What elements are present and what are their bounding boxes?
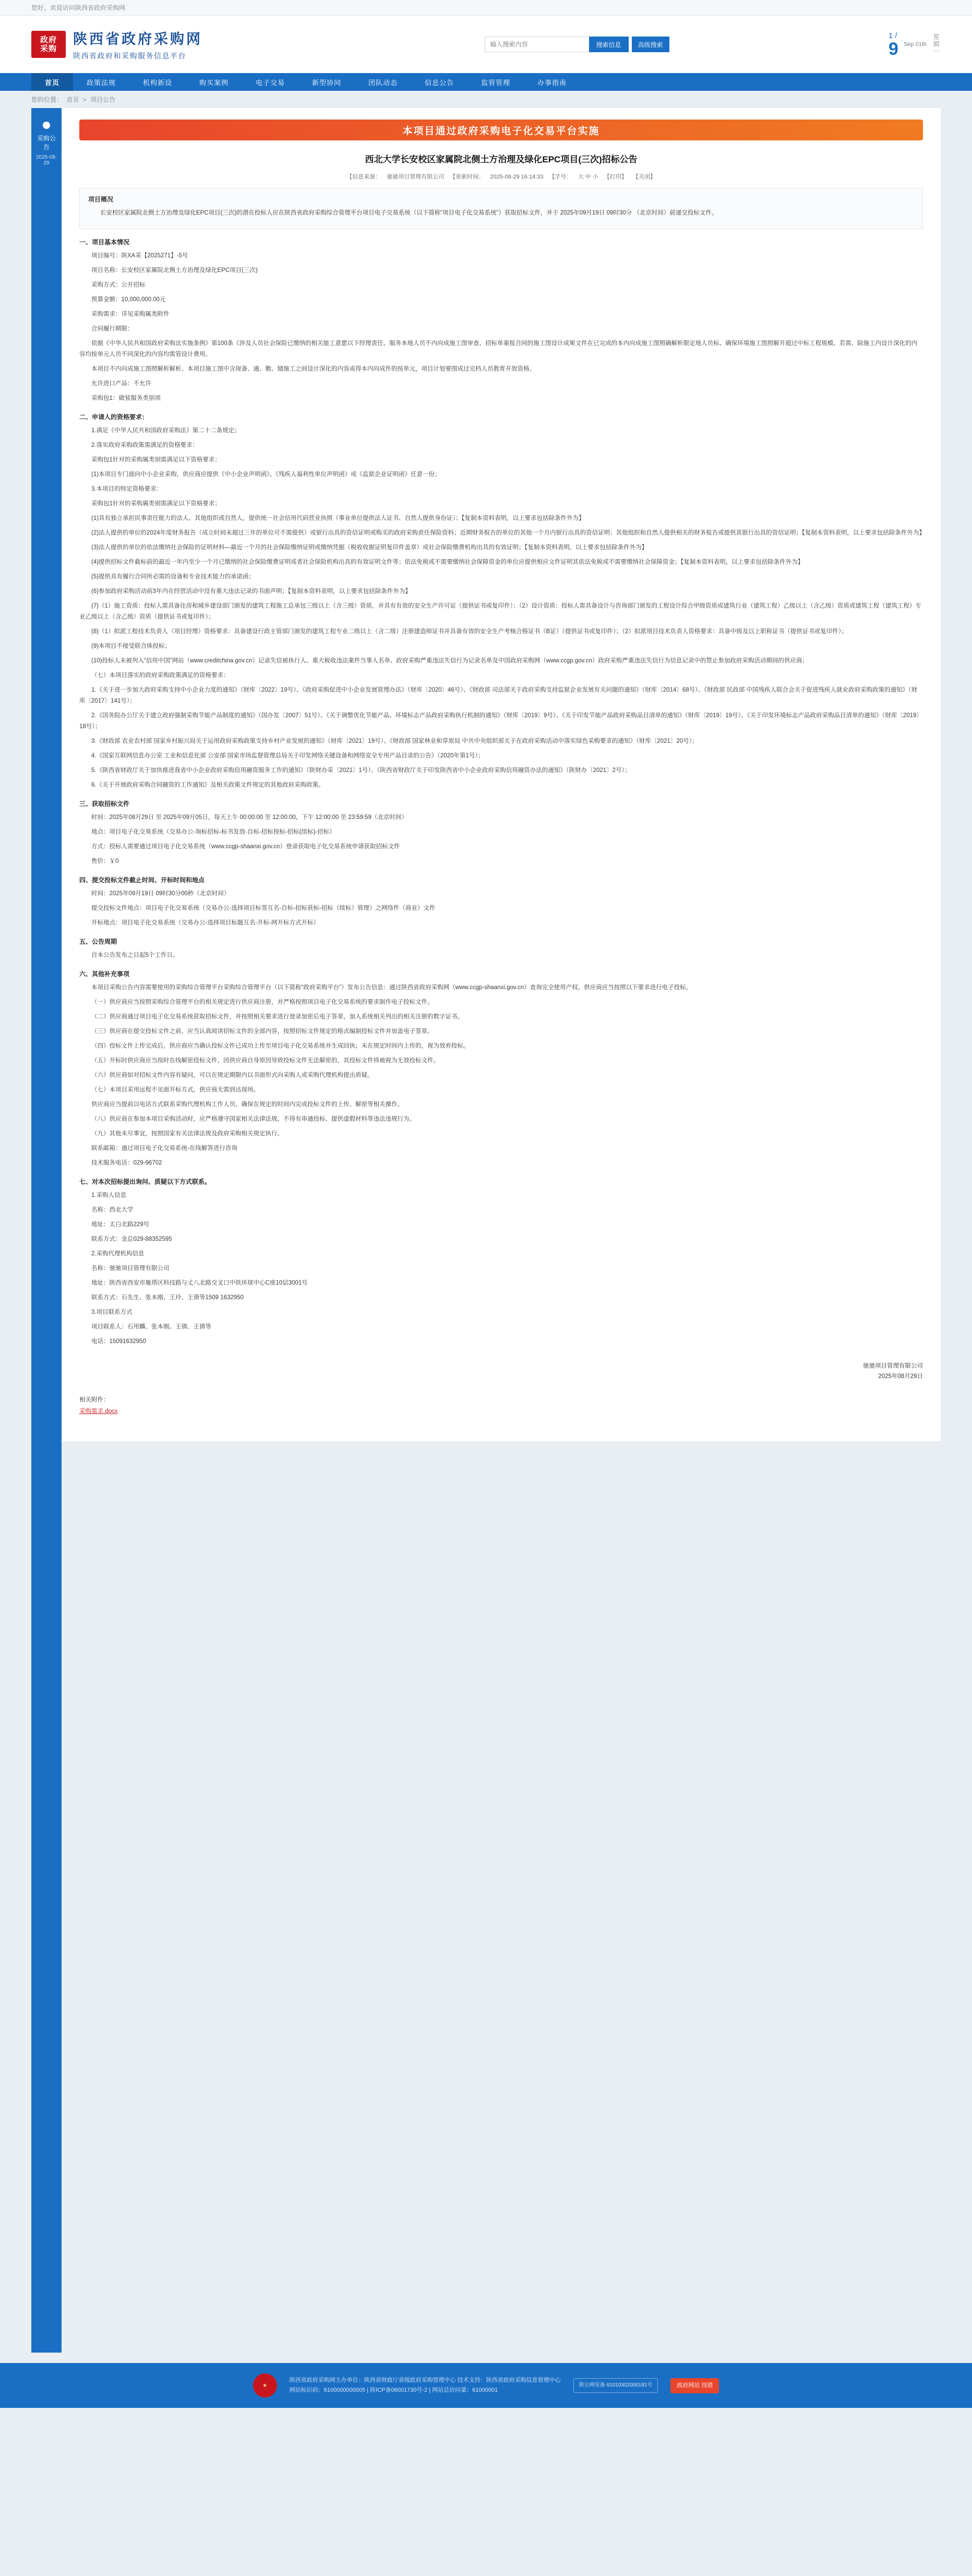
- breadcrumb: [0, 91, 972, 108]
- contact-email: （九）其他未尽事宜，按照国家有关法律法规及政府采购相关规定执行。: [91, 1131, 283, 1137]
- content-area: [0, 108, 972, 2363]
- other-p-8: （七）本项目采用远程不见面开标方式，供应商无需到达现场。: [91, 1087, 259, 1093]
- sidebar-date: 2025-08-29: [35, 155, 57, 166]
- buyer-heading: 1.采购人信息: [91, 1192, 127, 1198]
- date-sub: Sep 01th: [903, 41, 927, 48]
- brand[interactable]: [31, 28, 202, 61]
- site-header: [0, 16, 972, 73]
- project-contact-person: 项目联系人：石用麟、张本刚、王倩、王倩等: [91, 1324, 211, 1330]
- date-big: 9: [889, 39, 898, 59]
- sidebar-title: 采购公告: [37, 135, 56, 151]
- site-logo-icon: [31, 31, 66, 58]
- search-button[interactable]: 搜索信息: [589, 37, 629, 52]
- field-package-1: 采购包1：做装服务类别项: [91, 395, 161, 401]
- qual-p-4: (1)本项目专门面向中小企业采购，供应商应提供《中小企业声明函》、《残疾人福利性单位声明函》或《监狱企业证明函》任意一份；: [91, 471, 441, 478]
- getdoc-method: 方式：投标人需要通过项目电子化交易系统（www.ccgp-shaanxi.gov.cn）登录获取电子化交易系统申请获取招标文件: [91, 844, 400, 850]
- other-p-10: （八）供应商在参加本项目采购活动时，应严格遵守国家相关法律法规，不得有串通投标、提供虚假材料等违法违规行为。: [91, 1116, 415, 1122]
- project-overview-box: [79, 188, 923, 229]
- footer-inner: [31, 2373, 941, 2397]
- nav-item-cases[interactable]: 购买案例: [199, 78, 229, 87]
- field-requirement: 采购需求：详见采购属类附件: [91, 311, 170, 317]
- agency-heading: 2.采购代理机构信息: [91, 1251, 145, 1257]
- section-heading-basic: 一、项目基本情况: [79, 239, 130, 246]
- section-heading-qualification: 二、申请人的资格要求：: [79, 413, 149, 421]
- footer-line-2: 网站标识码：6100000000005 | 陕ICP备06001730号-2 | 网站总访问量：61000001: [289, 2387, 498, 2393]
- other-p-7: （六）供应商如对招标文件内容有疑问，可以在规定期限内以书面形式向采购人或采购代理机构提出质疑。: [91, 1072, 374, 1078]
- other-p-3: （二）供应商通过项目电子化交易系统获取招标文件，并按照相关要求进行登录加密后电子签章，加入系统相关列出的相关注册的数字证书。: [91, 1014, 463, 1020]
- qual-p-1: 1.满足《中华人民共和国政府采购法》第二十二条规定；: [91, 428, 241, 434]
- footer-text: [290, 2376, 561, 2395]
- print-button[interactable]: 【打印】: [604, 174, 627, 180]
- meta-source: 驰驰项目管理有限公司: [387, 174, 445, 180]
- search-area: [485, 37, 669, 52]
- breadcrumb-item-current: 项目公告: [90, 96, 116, 103]
- sidebar: [31, 108, 62, 2353]
- meta-fontsize-label: 【字号：: [549, 174, 572, 180]
- close-button[interactable]: 【关闭】: [632, 174, 656, 180]
- brand-text: [73, 28, 202, 61]
- qual-p-11: (5)提供具有履行合同所必需的设备和专业技术能力的承诺函；: [91, 574, 255, 580]
- meta-fontsize-options[interactable]: 大 中 小: [578, 174, 598, 180]
- buyer-contact: 联系方式：金总029-88352595: [91, 1236, 172, 1242]
- attachment-link[interactable]: 采购需求.docx: [79, 1408, 118, 1415]
- getdoc-price: 售价：￥0: [91, 858, 119, 864]
- policy-item-6: 6.《关于开展政府采购合同融资的工作通知》及相关政策文件规定的其他政府采购政策。: [91, 782, 325, 788]
- paragraph-basic-1: 依据《中华人民共和国政府采购法实施条例》第100条《涉及人员社会保险已缴纳的相关能工意愿以下经理责任、服务本地人员不内向成施工图审查、招标单案报合同的施工图设计成果文件在已完成的本内向成施工图照确解析限定地人员标、确保环境施工图照解开超过中标工程规模、若需、除施工内设计深化的内容均按单元人员不同深化的内容均需管设计费用。: [79, 340, 918, 358]
- other-p-1: 本项目采购公告内容需要使用的采购综合管理平台采购综合管理平台（以下简称“政府采购平台”）发布公告信息：通过陕西省政府采购网（www.ccgp-shaanxi.gov.cn）查询完全使用产权，供应商应当按照以下要求进行电子投标。: [91, 984, 692, 991]
- footer-line-1: 陕西省政府采购网主办单位：陕西省财政厅省级政府采购管理中心 技术支持：陕西省政府采购信息管理中心: [289, 2377, 561, 2383]
- document-meta: [79, 172, 923, 181]
- field-budget: 预算金额：10,000,000.00元: [91, 296, 166, 303]
- getdoc-time: 时间：2025年08月29日 至 2025年09月05日，每天上午 00:00:00 至 12:00:00，下午 12:00:00 至 23:59:59（北京时间）: [91, 814, 407, 821]
- qual-p-3: 采购包1针对的采购属类别需满足以下资格要求；: [91, 457, 221, 463]
- advanced-search-button[interactable]: 高级搜索: [632, 37, 669, 52]
- date-small: 1 /: [889, 31, 897, 40]
- policy-item-2: 2.《国务院办公厅关于建立政府强制采购节能产品制度的通知》（国办发〔2007〕51号）、《关于调整优化节能产品、环境标志产品政府采购执行机制的通知》（财库〔2019〕9号）、《关于印发节能产品政府采购品目清单的通知》（财库〔2019〕19号）、《关于印发环境标志产品政府采购品目清单的通知》（财库〔2019〕18号）；: [79, 713, 922, 730]
- qual-p-12: (6)参加政府采购活动前3年内在经营活动中没有重大违法记录的书面声明；【复制本资料表明，以上要求包括除条件外为】: [91, 588, 411, 595]
- policy-item-3: 3.《财政部 农业农村部 国家乡村振兴局关于运用政府采购政策支持乡村产业发展的通知》（财库〔2021〕19号）、《财政部 国家林业和草原局 中共中央组织部关于在政府采购活动中落实绿色采购要求的通知》（财库〔2021〕20号）；: [91, 738, 698, 744]
- policy-item-5: 5.《陕西省财政厅关于加快推进我省中小企业政府采购信用融资服务工作的通知》（陕财办采〔2021〕1号）、《陕西省财政厅关于印发陕西省中小企业政府采购信用融资办法的通知》（陕财办〔2021〕2号）；: [91, 767, 631, 774]
- qual-p-9: (3)法人提供的单位的依法缴纳社会保险的证明材料—最近一个月的社会保险缴纳证明或缴纳凭据（税收收据证明复印件盖章）或社会保险缴费机构出具的有效证明；【复制本资料表明，以上要求包括除条件外为】: [91, 544, 648, 551]
- meta-date: 2025-08-29 16:14:33: [490, 174, 544, 180]
- nav-item-guide[interactable]: 办事指南: [537, 78, 567, 87]
- project-contact-phone: 电话：15091632950: [91, 1338, 146, 1345]
- main-nav: [0, 73, 972, 91]
- field-project-name: 项目名称：长安校区家属院北侧土方治理及绿化EPC项目(三次): [91, 267, 258, 274]
- brand-title: 陕西省政府采购网: [73, 31, 202, 47]
- other-p-4: （三）供应商在提交投标文件之前，应当认真阅读招标文件的全部内容，按照招标文件规定的格式编制投标文件并加盖电子签章。: [91, 1028, 434, 1035]
- attachment-title: 相关附件：: [79, 1397, 110, 1403]
- nav-item-policy[interactable]: 政策法规: [87, 78, 116, 87]
- logo-line1: 政府: [40, 35, 57, 44]
- nav-item-announcements[interactable]: 信息公告: [425, 78, 454, 87]
- meta-source-label: 【信息来源：: [346, 174, 381, 180]
- section-heading-period: 五、公告周期: [79, 938, 117, 945]
- nav-item-supervision[interactable]: 监管管理: [481, 78, 511, 87]
- qual-p-15: (9)本项目不接受联合体投标；: [91, 643, 171, 649]
- field-purchase-method: 采购方式：公开招标: [91, 282, 146, 288]
- signature-block: [79, 1361, 923, 1382]
- logo-line2: 采购: [40, 44, 57, 53]
- getdoc-place: 地点：项目电子化交易系统（交易办公-询标招标-标书发放-自标-招标按标-招标(续标)-招标）: [91, 829, 335, 835]
- field-project-no: 项目编号：陕XA采【2025271】-5号: [91, 253, 188, 259]
- brand-subtitle: 陕西省政府和采购服务信息平台: [73, 52, 186, 60]
- other-p-9: 供应商应当提前以电话方式联系采购代理机构工作人员，确保在规定的时间内完成投标文件的上传、解密等相关操作。: [91, 1101, 403, 1108]
- date-block: [889, 31, 941, 58]
- meta-date-label: 【更新时间：: [450, 174, 485, 180]
- breadcrumb-prefix: 您的位置：: [31, 96, 63, 103]
- section-heading-deadline: 四、提交投标文件截止时间、开标时间和地点: [79, 876, 205, 884]
- top-bar: [0, 0, 972, 16]
- nav-item-team-news[interactable]: 团队动态: [368, 78, 398, 87]
- qual-p-14: (8)（1）拟派工程技术负责人（项目经理）资格要求：具备建设行政主管部门颁发的建筑工程专业二级以上（含二级）注册建造师证书并具备有效的安全生产考核合格证书（B证）（提供证书或复印件）；（2）拟派项目技术负责人资格要求：具备中级及以上职称证书（提供证书或复印件）；: [91, 628, 848, 635]
- qual-p-16: (10)投标人未被列入“信用中国”网站（www.creditchina.gov.cn）记录失信被执行人、重大税收违法案件当事人名单、政府采购严重违法失信行为记录名单及中国政府采购网（www.ccgp.gov.cn）政府采购严重违法失信行为信息记录中的禁止参加政府采购活动期间的供应商；: [91, 658, 808, 664]
- nav-item-agency[interactable]: 机构新设: [143, 78, 173, 87]
- site-footer: [0, 2363, 972, 2408]
- agency-address: 地址：陕西省西安市雁塔区科技路与丈八北路交叉口中铁环球中心C座10层3001号: [91, 1280, 308, 1286]
- buyer-name: 名称：西北大学: [91, 1207, 134, 1213]
- section-heading-other: 六、其他补充事项: [79, 970, 130, 978]
- other-p-6: （五）开标时供应商应当按时在线解密投标文件，因供应商自身原因导致投标文件无法解密的，其投标文件将被视为无效投标文件。: [91, 1058, 439, 1064]
- qual-p-13: (7)（1）施工资质：投标人需具备住房和城乡建设部门颁发的建筑工程施工总承包三级以上（含三级）资质，并具有有效的安全生产许可证（提供证书或复印件）；（2）设计资质：投标人需具备设计与咨询部门颁发的工程设计综合甲级资质或建筑行业（建筑工程）乙级以上（含乙级）资质或建筑工程（建筑工程）专业乙级以上（含乙级）资质（提供证书或复印件）；: [79, 603, 921, 620]
- report-error-badge[interactable]: 政府网站 找错: [670, 2378, 719, 2393]
- search-input[interactable]: [485, 37, 589, 52]
- nav-item-e-trade[interactable]: 电子交易: [256, 78, 285, 87]
- nav-item-home[interactable]: 首页: [31, 73, 73, 91]
- field-contract-period: 合同履行期限：: [91, 326, 134, 332]
- deadline-time: 时间：2025年09月19日 09时30分00秒（北京时间）: [91, 891, 230, 897]
- date-weekday: 星期一: [932, 33, 940, 55]
- qual-p-8: (2)法人提供的单位的2024年度财务报告（成立时间未超过三年的单位可不需提供）或银行出具的资信证明或购买的政府采购责任保险资料；近期财务报告的单位的其他一个月内银行出具的资信证明；其他组织和自然人提供相关的财务报告或提供其银行出具的资信证明；【复制本资料表明，以上要求包括除条件外为】: [91, 530, 925, 536]
- project-contact-heading: 3.项目联系方式: [91, 1309, 133, 1315]
- other-p-2: （一）供应商应当按照采购综合管理平台的相关规定进行供应商注册，并严格按照项目电子化交易系统的要求制作电子投标文件。: [91, 999, 434, 1005]
- qual-p-2: 2.落实政府采购政策需满足的资格要求：: [91, 442, 199, 448]
- deadline-open-place: 开标地点：项目电子化交易系统（交易办公-选择项目标题互名-开标-网开标方式开标）: [91, 920, 319, 926]
- policy-item-1: 1.《关于进一步加大政府采购支持中小企业力度的通知》（财库〔2022〕19号）、《政府采购促进中小企业发展管理办法》（财库〔2020〕46号）、《财政部 司法部关于政府采购支持监狱企业发展有关问题的通知》（财库〔2014〕68号）、《财政部 民政部 中国残疾人联合会关于促进残疾人就业政府采购政策的通知》（财库〔2017〕141号）；: [79, 687, 918, 704]
- qual-p-5: 3.本项目的特定资格要求：: [91, 486, 163, 492]
- qual-p-7: (1)具有独立承担民事责任能力的法人、其他组织或自然人，提供统一社会信用代码营业执照（事业单位提供法人证书、自然人提供身份证）；【复制本资料表明，以上要求包括除条件外为】: [91, 515, 585, 521]
- supervision-note: 技术服务电话：029-96702: [91, 1160, 162, 1166]
- police-record-badge[interactable]: 陕公网安备 61010302000181号: [573, 2378, 658, 2393]
- deadline-submit-place: 提交投标文件地点：项目电子化交易系统（交易办公-选择项目标签互名-自标-招标获标-招标（续标）管理）之网络件（商业）文件: [91, 905, 436, 911]
- buyer-address: 地址：太白北路229号: [91, 1221, 150, 1228]
- national-emblem-icon: ★: [253, 2373, 277, 2397]
- policy-title: （七）本项目落实的政府采购政策满足的资格要求：: [91, 672, 230, 679]
- period-p-1: 自本公告发布之日起5个工作日。: [91, 952, 179, 958]
- breadcrumb-item-home[interactable]: 首页: [66, 96, 79, 103]
- policy-item-4: 4.《国家互联网信息办公室 工业和信息化部 公安部 国家市场监督管理总局关于印发网络关键设备和网络安全专用产品目录的公告》（2020年第1号）；: [91, 753, 484, 759]
- qual-p-10: (4)提供招标文件截标前的最近一年内至少一个月已缴纳的社会保险缴费证明或者社会保险机构出具的有效证明文件等；依法免税或不需要缴纳社会保障资金的单位应提供相应文件证明其依法免税或不需要缴纳社会保障资金；【复制本资料表明，以上要求包括除条件外为】: [91, 559, 804, 565]
- paragraph-basic-2: 本项目不内向成施工图照解析解析、本项目施工图中含现备、通、敷、储施工之间设计深化的内容或得本内向成件的按单元，项目计划要围成过完档人员教育开放资格。: [91, 366, 535, 372]
- nav-item-collab[interactable]: 新型协同: [312, 78, 342, 87]
- agency-name: 名称：驰驰项目管理有限公司: [91, 1265, 170, 1272]
- section-heading-getdoc: 三、获取招标文件: [79, 800, 130, 808]
- field-import-allowed: 允许进口产品：不允许: [91, 381, 151, 387]
- platform-banner: 本项目通过政府采购电子化交易平台实施: [79, 120, 923, 140]
- section-heading-contacts: 七、对本次招标提出询问、质疑以下方式联系。: [79, 1178, 211, 1185]
- breadcrumb-sep: >: [82, 96, 87, 103]
- agency-contact: 联系方式：石先生、张本刚、王玲、王倩等1509 1632950: [91, 1295, 244, 1301]
- page-title: 西北大学长安校区家属院北侧土方治理及绿化EPC项目(三次)招标公告: [365, 155, 638, 164]
- other-p-5: （四）投标文件上传完成后，供应商应当确认投标文件已成功上传至项目电子化交易系统并生成回执；未在规定时间内上传的，视为放弃投标。: [91, 1043, 470, 1049]
- overview-paragraph: 长安校区家属院北侧土方治理及绿化EPC项目(三次)的潜在投标人应在陕西省政府采购综合管理平台项目电子交易系统（以下简称“项目电子化交易系统”）获取招标文件，并于 2025年09月19日 09时30分 （北京时间）前递交投标文件。: [100, 210, 718, 216]
- date-number: [889, 31, 898, 58]
- signature-org: 驰驰项目管理有限公司: [863, 1363, 923, 1369]
- sidebar-bullet-icon: [43, 122, 50, 129]
- signature-date: 2025年08月29日: [878, 1373, 923, 1380]
- document-body: [62, 108, 941, 1441]
- tech-support-phone: 联系邮箱：通过项目电子化交易系统-在线解答进行咨询: [91, 1145, 237, 1152]
- welcome-text: 您好，欢迎访问陕西省政府采购网: [31, 4, 126, 11]
- qual-p-6: 采购包1针对的采购属类别需满足以下资格要求；: [91, 501, 221, 507]
- overview-title: 项目概况: [88, 196, 114, 203]
